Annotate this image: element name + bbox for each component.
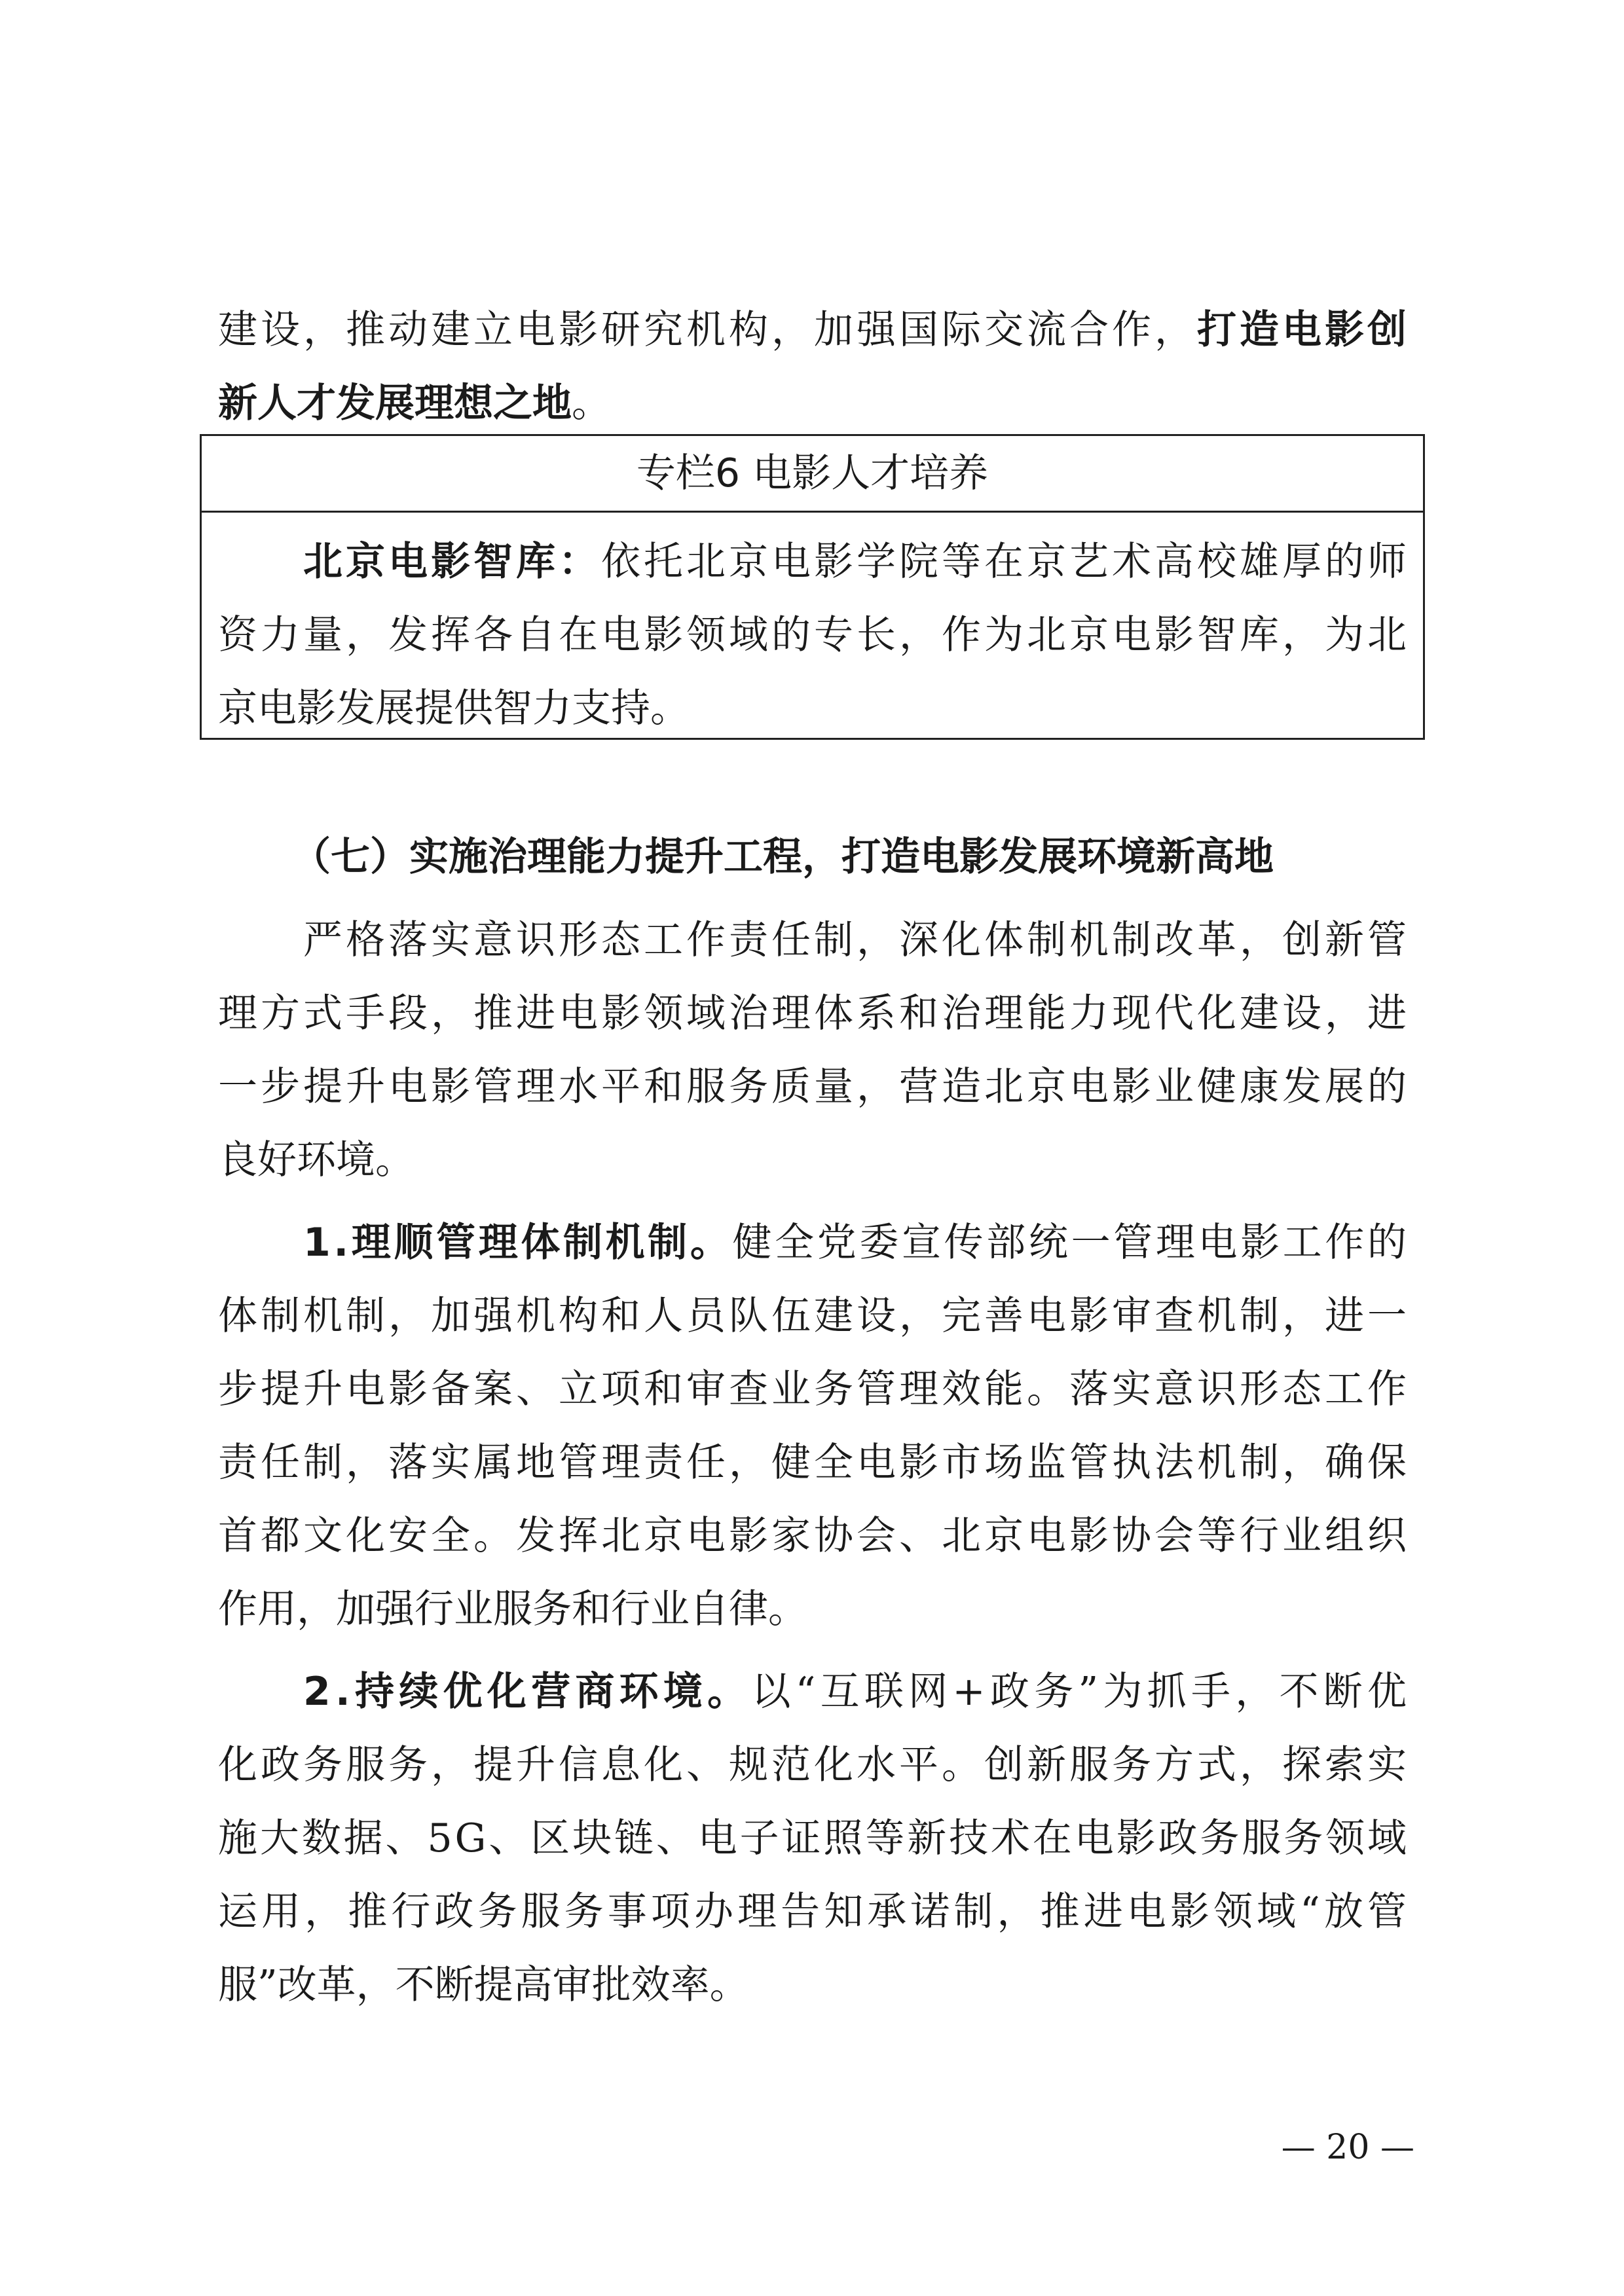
column-box-text-3: 京电影发展提供智力支持。 <box>218 685 690 731</box>
item2-line-3 <box>218 1802 1407 1875</box>
section-para-line-3 <box>218 1050 1410 1123</box>
column-box-label: 北京电影智库： <box>303 539 601 585</box>
item2-line-1 <box>303 1655 1412 1728</box>
item1-line-3 <box>218 1353 1410 1426</box>
intro-text: 建设，推动建立电影研究机构，加强国际交流合作， <box>218 307 1197 353</box>
item2-text: 化政务服务，提升信息化、规范化水平。创新服务方式，探索实 <box>218 1742 1410 1788</box>
item1-text: 作用，加强行业服务和行业自律。 <box>218 1586 807 1632</box>
item2-label: 2.持续优化营商环境。 <box>303 1669 752 1715</box>
section-heading-text: （七）实施治理能力提升工程，打造电影发展环境新高地 <box>291 834 1274 880</box>
section-para-text: 理方式手段，推进电影领域治理体系和治理能力现代化建设，进 <box>218 991 1410 1036</box>
item1-line-4 <box>218 1426 1410 1499</box>
column-box-text-2: 资力量，发挥各自在电影领域的专长，作为北京电影智库，为北 <box>218 612 1410 658</box>
item1-text: 步提升电影备案、立项和审查业务管理效能。落实意识形态工作 <box>218 1366 1410 1412</box>
section-para-line-2 <box>218 977 1410 1050</box>
column-box-title: 专栏6 电影人才培养 <box>636 450 989 496</box>
section-para-text: 一步提升电影管理水平和服务质量，营造北京电影业健康发展的 <box>218 1064 1410 1110</box>
item2-text: 以“互联网+政务”为抓手，不断优 <box>751 1669 1412 1715</box>
item1-text: 健全党委宣传部统一管理电影工作的 <box>732 1220 1410 1266</box>
intro-emphasis-cont: 新人才发展理想之地 <box>218 380 572 426</box>
item1-line-6 <box>218 1573 1407 1646</box>
intro-line-1 <box>218 293 1410 367</box>
intro-period: 。 <box>572 380 611 426</box>
item2-text: 服”改革，不断提高审批效率。 <box>218 1962 749 2008</box>
item2-line-5 <box>218 1948 1407 2022</box>
item1-text: 首都文化安全。发挥北京电影家协会、北京电影协会等行业组织 <box>218 1513 1410 1559</box>
section-para-line-1 <box>303 903 1410 977</box>
section-heading <box>291 820 1395 894</box>
column-box-line-2 <box>218 598 1410 672</box>
item1-label: 1.理顺管理体制机制。 <box>303 1220 733 1266</box>
column-box-line-1 <box>303 525 1410 598</box>
item2-text: 运用，推行政务服务事项办理告知承诺制，推进电影领域“放管 <box>218 1889 1411 1935</box>
item1-line-2 <box>218 1279 1410 1353</box>
item1-text: 责任制，落实属地管理责任，健全电影市场监管执法机制，确保 <box>218 1440 1410 1485</box>
item2-line-4 <box>218 1875 1411 1948</box>
column-box-header <box>202 436 1423 513</box>
item1-line-5 <box>218 1499 1410 1573</box>
item1-text: 体制机制，加强机构和人员队伍建设，完善电影审查机制，进一 <box>218 1293 1410 1339</box>
item2-line-2 <box>218 1728 1410 1802</box>
intro-line-2 <box>218 367 1407 440</box>
intro-emphasis: 打造电影创 <box>1197 307 1410 353</box>
item1-line-1 <box>303 1206 1410 1279</box>
item2-text: 施大数据、5G、区块链、电子证照等新技术在电影政务服务领域 <box>218 1815 1409 1861</box>
column-box-line-3 <box>218 672 1407 745</box>
column-box-text-1: 依托北京电影学院等在京艺术高校雄厚的师 <box>601 539 1410 585</box>
section-para-text: 严格落实意识形态工作责任制，深化体制机制改革，创新管 <box>303 917 1410 963</box>
section-para-line-4 <box>218 1123 1407 1197</box>
page-number: — 20 — <box>1281 2128 1414 2167</box>
section-para-text: 良好环境。 <box>218 1137 415 1183</box>
